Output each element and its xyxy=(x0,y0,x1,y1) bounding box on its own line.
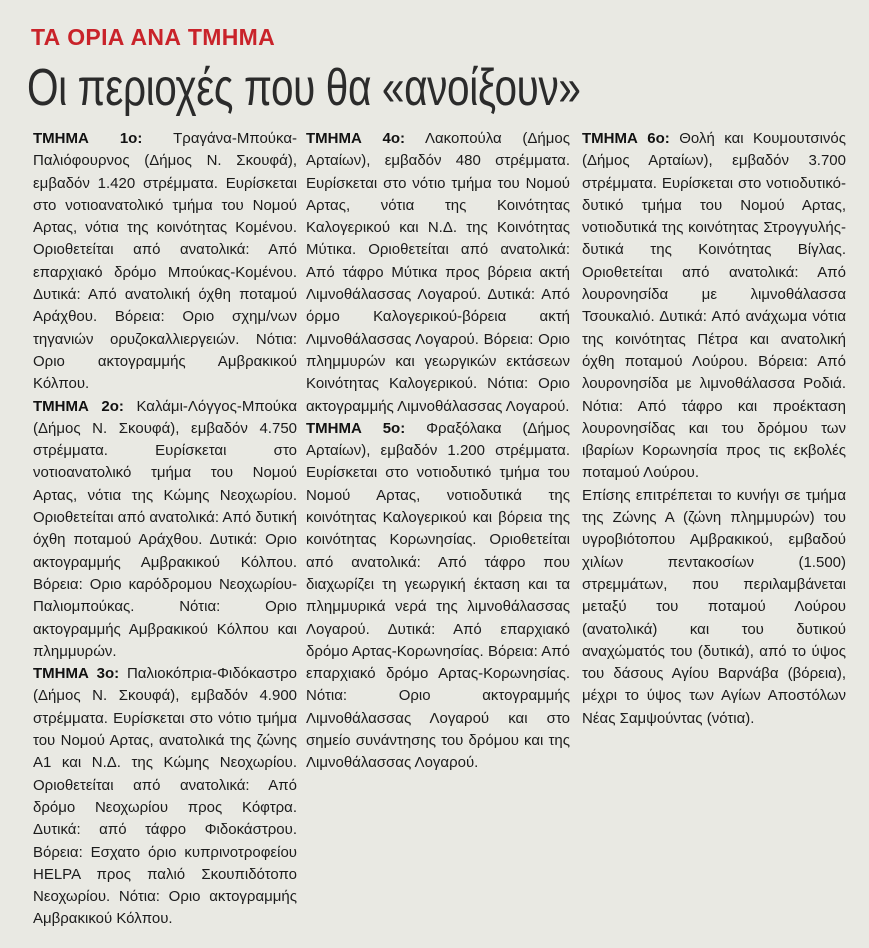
text-column-2 xyxy=(306,128,570,775)
section-label: ΤΜΗΜΑ 4ο: xyxy=(306,130,406,147)
section-text: Παλιοκόπρια-Φιδόκαστρο (Δήμος Ν. Σκουφά), εμβαδόν 4.900 στρέμματα. Ευρίσκεται στο νότιο τμήμα του Νομού Αρτας, ανατολικά της ζώνης Α1 και Ν.Δ. της Κώμης Νεοχωρίου. Οριοθετείται από ανατολικά: Από δρόμο Νεοχωρίου προς Κόφτρα. Δυτικά: από τάφρο Φιδοκάστρου. Βόρεια: Εσχατο όριο κυπρινοτροφείου HELPA προς παλιό Σκουπιδότοπο Νεοχωρίου. Νότια: Οριο ακτογραμμής Αμβρακικού Κόλπου. xyxy=(33,665,297,928)
section-label: ΤΜΗΜΑ 3ο: xyxy=(33,665,120,683)
text-column-1 xyxy=(33,128,297,931)
article-kicker: ΤΑ ΟΡΙΑ ΑΝΑ ΤΜΗΜΑ xyxy=(31,24,276,50)
article-headline: Οι περιοχές που θα «ανοίξουν» xyxy=(27,59,581,117)
section-text: Λακοπούλα (Δήμος Αρταίων), εμβαδόν 480 στρέμματα. Ευρίσκεται στο νότιο τμήμα του Νομού Αρτας, νότια της Κοινότητας Καλογερικού και Ν.Δ. της Κοινότητας Μύτικα. Οριοθετείται από ανατολικά: Από τάφρο Μύτικα προς βόρεια ακτή Λιμνοθάλασσας Λογαρού. Δυτικά: Από όρμο Καλογερικού-βόρεια ακτή Λιμνοθάλασσας Λογαρού. Βόρεια: Οριο πλημμυρών και γεωργικών εκτάσεων Κοινότητας Καλογερικού. Νότια: Οριο ακτογραμμής Λιμνοθάλασσας Λογαρού. xyxy=(306,130,570,415)
text-column-3 xyxy=(582,128,846,730)
section-1 xyxy=(33,128,297,396)
section-text: Φραξόλακα (Δήμος Αρταίων), εμβαδόν 1.200 στρέμματα. Ευρίσκεται στο νοτιοδυτικό τμήμα του Νομού Αρτας, νοτιοδυτικά της κοινότητας Καλογερικού και βόρεια της κοινότητας Κορωνησίας. Οριοθετείται από ανατολικά: Από τάφρο που διαχωρίζει τη γεωργική έκταση και τα πλημμυρικά νερά της λιμνοθάλασσας Λογαρού. Δυτικά: Από επαρχιακό δρόμο Αρτας-Κορωνησίας. Βόρεια: Από επαρχιακό δρόμο Αρτας-Κορωνησίας. Νότια: Οριο ακτογραμμής Λιμνοθάλασσας Λογαρού και στο σημείο συνάντησης του δρόμου και της Λιμνοθάλασσας Λογαρού. xyxy=(306,419,570,772)
closing-paragraph: Επίσης επιτρέπεται το κυνήγι σε τμήμα της Ζώνης Α (ζώνη πλημμυρών) του υγροβιότοπου Αμβρακικού, εμβαδού χιλίων πεντακοσίων (1.500) στρεμμάτων, που περιλαμβάνεται μεταξύ του ποταμού Λούρου (ανατολικά) και του δυτικού αναχώματός του (δυτικά), από το ύψος του δάσους Αγίου Βαρνάβα (βόρεια), μέχρι το ύψος των Αγίων Αποστόλων Νέας Σαμψούντας (νότια). xyxy=(582,486,846,727)
section-label: ΤΜΗΜΑ 5ο: xyxy=(306,419,406,437)
section-text: Τραγάνα-Μπούκα-Παλιόφουρνος (Δήμος Ν. Σκουφά), εμβαδόν 1.420 στρέμματα. Ευρίσκεται στο νοτιοανατολικό τμήμα του Νομού Αρτας, νότια της κοινότητας Κομένου. Οριοθετείται από ανατολικά: Από επαρχιακό δρόμο Μπούκας-Κομένου. Δυτικά: Από ανατολική όχθη ποταμού Αράχθου. Βόρεια: Οριο σχημ/νων τηγανιών ορυζοκαλλιεργειών. Νότια: Οριο ακτογραμμής Αμβρακικού Κόλπου. xyxy=(33,130,297,393)
section-label: ΤΜΗΜΑ 6ο: xyxy=(582,130,670,147)
section-4 xyxy=(306,128,570,418)
section-3 xyxy=(33,663,297,931)
section-label: ΤΜΗΜΑ 2ο: xyxy=(33,397,124,415)
section-label: ΤΜΗΜΑ 1ο: xyxy=(33,130,143,147)
section-5 xyxy=(306,418,570,775)
section-text: Καλάμι-Λόγγος-Μπούκα (Δήμος Ν. Σκουφά), εμβαδόν 4.750 στρέμματα. Ευρίσκεται στο νοτιοανατολικό τμήμα του Νομού Αρτας, νότια της Κώμης Νεοχωρίου. Οριοθετείται από ανατολικά: Από δυτική όχθη ποταμού Αράχθου. Δυτικά: Οριο ακτογραμμής Αμβρακικού Κόλπου. Βόρεια: Οριο καρόδρομου Νεοχωρίου- Παλιομπούκας. Νότια: Οριο ακτογραμμής Αμβρακικού Κόλπου και πλημμυρών. xyxy=(33,397,297,660)
section-text: Θολή και Κουμουτσινός (Δήμος Αρταίων), εμβαδόν 3.700 στρέμματα. Ευρίσκεται στο νοτιοδυτικό-δυτικό τμήμα του Νομού Αρτας, νοτιοδυτικά της κοινότητας Στρογγυλής- δυτικά της Κοινότητας Βίγλας. Οριοθετείται από ανατολικά: Από λουρονησίδα με λιμνοθάλασσα Τσουκαλιό. Δυτικά: Από ανάχωμα νότια της κοινότητας Πέτρα και ανατολική όχθη ποταμού Λούρου. Βόρεια: Από λουρονησίδα με λιμνοθάλασσα Ροδιά. Νότια: Από τάφρο και προέκταση λουρονησίδας και του δρόμου των ιβαρίων Κορωνησία προς τις εκβολές ποταμού Λούρου. xyxy=(582,130,846,482)
section-6 xyxy=(582,128,846,485)
section-2 xyxy=(33,396,297,664)
